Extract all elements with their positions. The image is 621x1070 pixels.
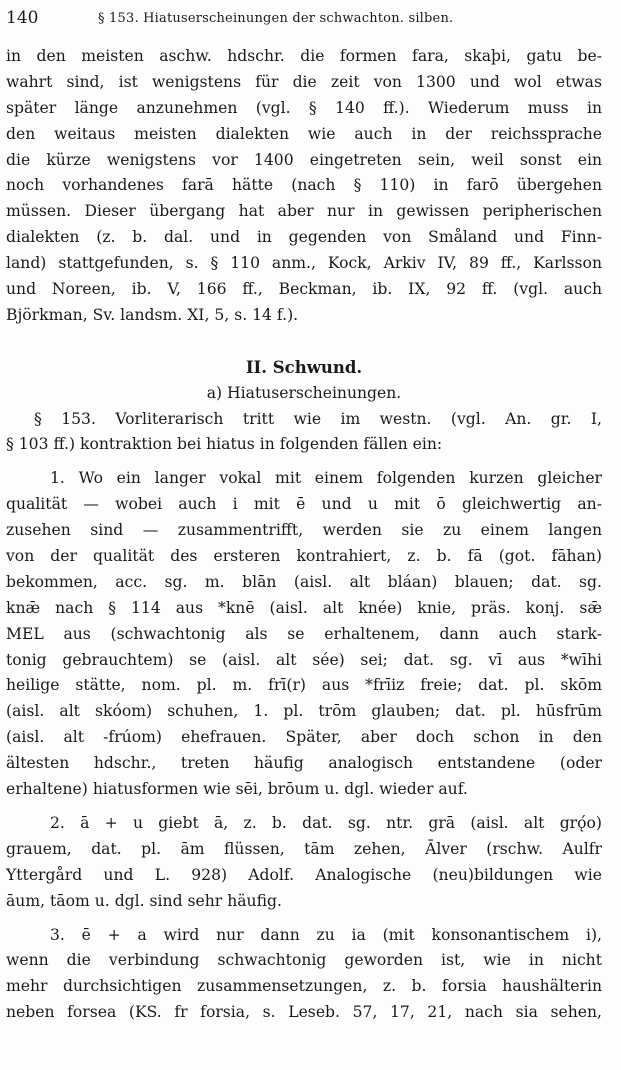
text-line: wenn die verbindung schwachtonig geworden ist, wie in nicht: [6, 951, 602, 970]
paragraph-gap: [6, 915, 602, 923]
text-line: land) stattgefunden, s. § 110 anm., Kock, Arkiv IV, 89 ff., Karlsson: [6, 254, 602, 273]
text-line: bekommen, acc. sg. m. blān (aisl. alt bláan) blauen; dat. sg.: [6, 572, 602, 591]
text-line: neben forsea (KS. fr forsia, s. Leseb. 57, 17, 21, nach sia sehen,: [6, 1003, 602, 1022]
text-line: Yttergård und L. 928) Adolf. Analogische (neu)bildungen wie: [6, 865, 602, 884]
text-line: zusehen sind — zusammentrifft, werden sie zu einem langen: [6, 521, 602, 540]
text-line: ältesten hdschr., treten häufig analogisch entstandene (oder: [6, 754, 602, 773]
text-line: später länge anzunehmen (vgl. § 140 ff.). Wiederum muss in: [6, 98, 602, 117]
text-line: tonig gebrauchtem) se (aisl. alt sée) sei; dat. sg. vī aus *wīhi: [6, 650, 602, 669]
text-line: § 153. Vorliterarisch tritt wie im westn. (vgl. An. gr. I,: [34, 409, 602, 428]
text-line: mehr durchsichtigen zusammensetzungen, z. b. forsia haushälterin: [6, 977, 602, 996]
continuation-paragraph: [6, 44, 602, 329]
text-line: müssen. Dieser übergang hat aber nur in gewissen peripherischen: [6, 202, 602, 221]
text-line: dialekten (z. b. dal. und in gegenden von Småland und Finn-: [6, 228, 602, 247]
text-line: 3. ē + a wird nur dann zu ia (mit konsonantischem i),: [50, 925, 602, 944]
item-3: [6, 923, 602, 1027]
text-line: heilige stätte, nom. pl. m. frī(r) aus *frīiz freie; dat. pl. skōm: [6, 676, 602, 695]
text-line: erhaltene) hiatusformen wie sēi, brōum u. dgl. wieder auf.: [6, 780, 468, 799]
text-line: in den meisten aschw. hdschr. die formen fara, skaþi, gatu be-: [6, 47, 602, 65]
section-heading: II. Schwund.: [245, 357, 363, 377]
text-line: 2. ā + u giebt ā, z. b. dat. sg. ntr. grā (aisl. alt grǫ́o): [50, 813, 602, 832]
item-1: [6, 466, 602, 803]
text-line: von der qualität des ersteren kontrahiert, z. b. fā (got. fāhan): [6, 547, 602, 566]
text-line: § 103 ff.) kontraktion bei hiatus in folgenden fällen ein:: [6, 435, 443, 454]
text-line: grauem, dat. pl. ām flüssen, tām zehen, Ālver (rschw. Aulfr: [6, 839, 602, 858]
page-number: 140: [6, 8, 39, 28]
body-text: [6, 44, 602, 1026]
text-line: noch vorhandenes farā hätte (nach § 110) in farō übergehen: [6, 176, 602, 195]
text-line: den weitaus meisten dialekten wie auch in der reichssprache: [6, 124, 602, 143]
text-line: MEL aus (schwachtonig als se erhaltenem, dann auch stark-: [6, 624, 602, 643]
text-line: wahrt sind, ist wenigstens für die zeit von 1300 und wol etwas: [6, 72, 602, 91]
running-title: § 153. Hiatuserscheinungen der schwachton. silben.: [98, 11, 454, 26]
paragraph-gap: [6, 803, 602, 811]
paragraph-gap: [6, 458, 602, 466]
text-line: knǣ nach § 114 aus *knē (aisl. alt knée) knie, präs. konj. sǣ: [6, 598, 602, 617]
text-line: (aisl. alt -frúom) ehefrauen. Später, aber doch schon in den: [6, 728, 602, 747]
item-2: [6, 811, 602, 915]
paragraph-153: [6, 407, 602, 459]
section-gap: [6, 329, 602, 355]
text-line: āum, tāom u. dgl. sind sehr häufig.: [6, 891, 282, 910]
text-line: und Noreen, ib. V, 166 ff., Beckman, ib. IX, 92 ff. (vgl. auch: [6, 280, 602, 299]
subsection-heading: a) Hiatuserscheinungen.: [206, 383, 402, 402]
running-head: [6, 8, 615, 32]
text-line: die kürze wenigstens vor 1400 eingetreten sein, weil sonst ein: [6, 150, 602, 169]
text-line: (aisl. alt skóom) schuhen, 1. pl. trōm glauben; dat. pl. hūsfrūm: [6, 702, 602, 721]
text-line: Björkman, Sv. landsm. XI, 5, s. 14 f.).: [6, 305, 299, 324]
text-line: qualität — wobei auch i mit ē und u mit ō gleichwertig an-: [6, 495, 602, 514]
text-line: 1. Wo ein langer vokal mit einem folgenden kurzen gleicher: [50, 469, 602, 488]
